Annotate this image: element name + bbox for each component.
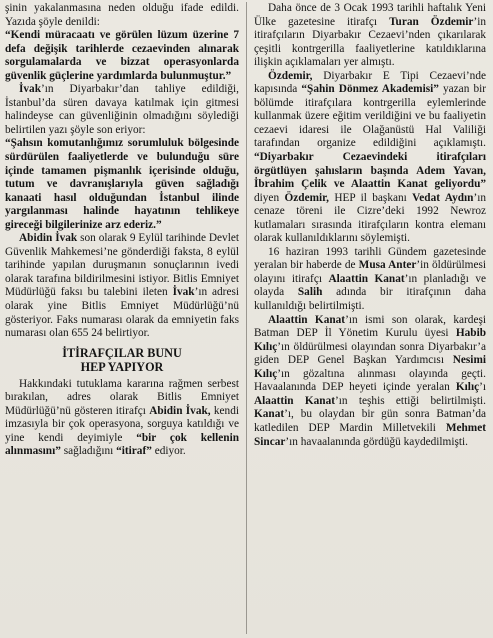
paragraph-text: 16 haziran 1993 tarihli Gündem gazetesinde yeralan bir haberde de bbox=[254, 245, 486, 272]
person-name: Alaattin Kanat bbox=[268, 313, 346, 326]
paragraph-text: Daha önce de 3 Ocak 1993 tarihli haftalık Yeni Ülke gazetesine itirafçı bbox=[254, 2, 486, 28]
paragraph-text: ’ın planladığı ve olayda bbox=[254, 272, 486, 299]
paragraph-text: yazan bir bölümde itirafçılara kontrgerilla eylemlerinde kullanmak üzere eğitim verildiğini ve bu faaliyetin cezaevi idaresi ile Olağanüstü Hal Valiliği tarafından organize edildiğini açıklamıştı. bbox=[254, 83, 486, 150]
person-name: Kanat bbox=[254, 408, 285, 421]
paragraph-text: ’in itirafçıların Diyarbakır Cezaevi’nden çıkarılarak çeşitli kontrgerilla faaliyetlerine katıldıklarına ilişkin açıklamaları yer almıştı. bbox=[254, 15, 486, 69]
paragraph-text: Hakkındaki tutuklama kararına rağmen serbest bırakılan, adres olarak Bitlis Emniyet Müdürlüğü’nü gösteren itirafçı bbox=[5, 377, 239, 417]
paragraph bbox=[5, 232, 239, 340]
person-name: Nesimi Kılıç bbox=[254, 354, 486, 380]
paragraph bbox=[5, 378, 239, 459]
quote-block: “Şahsın komutanlığımız sorumluluk bölgesinde sürdürülen faaliyetlerde ve bulunduğu süre içinde tamamen pişmanlık içerisinde olduğu, tutum ve davranışlarıyla güven sağladığı kanaati hasıl olduğundan İstanbul ilinde yargılanması halinde hayatının tehlikeye gireceği bilgilerinize arz ederiz.” bbox=[5, 137, 239, 231]
person-name: İvak bbox=[172, 286, 195, 299]
paragraph-text: ’ın Diyarbakır’dan tahliye edildiği, İstanbul’da süren davaya katılmak için gitmesi halindeyse can güvenliğinin olmadığını söylediği belirtilen yazı şöyle son eriyor: bbox=[5, 83, 239, 136]
person-name: Salih bbox=[297, 286, 323, 299]
person-name: Vedat Aydın bbox=[412, 191, 474, 204]
person-name: Özdemir, bbox=[268, 69, 313, 82]
paragraph-text: ediyor. bbox=[151, 445, 186, 458]
paragraph-text: Diyarbakır E Tipi Cezaevi’nde kapısında bbox=[254, 69, 486, 96]
paragraph-text: diyen bbox=[254, 191, 285, 204]
paragraph-text: ’ın teşhis ettiği belirtilmişti. bbox=[335, 394, 486, 407]
paragraph-text: ’ın gözaltına alınması olayında geçti. Havaalanında DEP heyeti içinde yeralan bbox=[254, 367, 486, 394]
person-name: Kılıç bbox=[455, 381, 480, 394]
paragraph-text: ’in öldürülmesi olayını itirafçı bbox=[254, 259, 486, 285]
subheading-line: HEP YAPIYOR bbox=[80, 359, 164, 374]
person-name: Abidin İvak bbox=[19, 232, 78, 245]
right-column bbox=[254, 2, 486, 634]
paragraph-text: HEP il başkanı bbox=[328, 191, 413, 204]
paragraph bbox=[254, 2, 486, 70]
inline-quote: “Diyarbakır Cezaevindeki itirafçıları örgütlüyen şahısların başında Adem Yavan, İbrahim Çelik ve Alaattin Kanat geliyordu” bbox=[254, 151, 486, 191]
left-column bbox=[5, 2, 239, 634]
paragraph bbox=[254, 246, 486, 314]
paragraph-text: ’ın adresi olarak yine Bitlis Emniyet Müdürlüğü’nü gösteriyor. Faks numarası olarak da emniyetin faks numarası olan 655 24 belirtiyor. bbox=[5, 286, 239, 340]
quote-block: “Kendi müracaatı ve görülen lüzum üzerine 7 defa değişik tarihlerde cezaevinden alınarak sorgulamalarda ve bizzat operasyonlarda güvenlik güçlerine yardımlarda bulunmuştur.” bbox=[5, 29, 239, 82]
paragraph-text: adında bir itirafçının daha kullanıldığı belirtilmişti. bbox=[254, 286, 486, 313]
person-name: Alaattin Kanat bbox=[254, 394, 335, 407]
paragraph-text: sağladığını bbox=[60, 445, 117, 458]
paragraph-text: son olarak 9 Eylül tarihinde Devlet Güvenlik Mahkemesi’ne gönderdiği faksta, 8 eylül tarihinde yapılan duruşmanın sonuçlarının ivedi olarak tarafına bildirilmesini istiyor. Bitlis Emniyet Müdürlüğü faksı bu talebini ileten bbox=[5, 232, 239, 299]
paragraph bbox=[254, 314, 486, 449]
paragraph: şinin yakalanmasına neden olduğu ifade edildi. Yazıda şöyle denildi: bbox=[5, 2, 239, 28]
person-name: İvak bbox=[19, 83, 41, 96]
person-name: Turan Özdemir bbox=[389, 15, 474, 28]
paragraph bbox=[254, 70, 486, 246]
person-name: Mehmet Sincar bbox=[254, 421, 486, 448]
paragraph-text: ’ı bbox=[479, 381, 486, 394]
person-name: Özdemir, bbox=[284, 191, 329, 204]
person-name: Habib Kılıç bbox=[254, 327, 486, 353]
inline-quote: “itiraf” bbox=[116, 445, 152, 458]
paragraph-text: ’ı, bu olaydan bir gün sonra Batman’da katledilen DEP Mardin Milletvekili bbox=[254, 408, 486, 434]
column-divider bbox=[246, 2, 247, 634]
paragraph-text: ’ın cenaze töreni ile Cizre’deki 1992 Newroz kutlamaları sırasında itirafçıların kontra elemanı olarak kullanıldıklarını söylemişti. bbox=[254, 191, 486, 245]
paragraph bbox=[5, 83, 239, 137]
inline-quote: “bir çok kellenin alınmasını” bbox=[5, 431, 239, 458]
inline-quote: “Şahin Dönmez Akademisi” bbox=[301, 83, 439, 96]
paragraph-text: kendi imzasıyla bir çok operasyona, sorguya katıldığı ve yine kendi deyimiyle bbox=[5, 404, 239, 444]
person-name: Alaattin Kanat bbox=[328, 272, 405, 285]
subheading bbox=[5, 346, 239, 374]
paragraph-text: ’ın havaalanında gördüğü kaydedilmişti. bbox=[285, 435, 468, 448]
person-name: Abidin İvak, bbox=[149, 404, 211, 417]
paragraph-text: ’ın ismi son olarak, kardeşi Batman DEP İl Yönetim Kurulu üyesi bbox=[254, 313, 486, 340]
paragraph-text: ’ın öldürülmesi olayından sonra Diyarbakır’a giden DEP Genel Başkan Yardımcısı bbox=[254, 340, 486, 367]
subheading-line: İTİRAFÇILAR BUNU bbox=[62, 345, 182, 360]
person-name: Musa Anter bbox=[358, 259, 417, 272]
